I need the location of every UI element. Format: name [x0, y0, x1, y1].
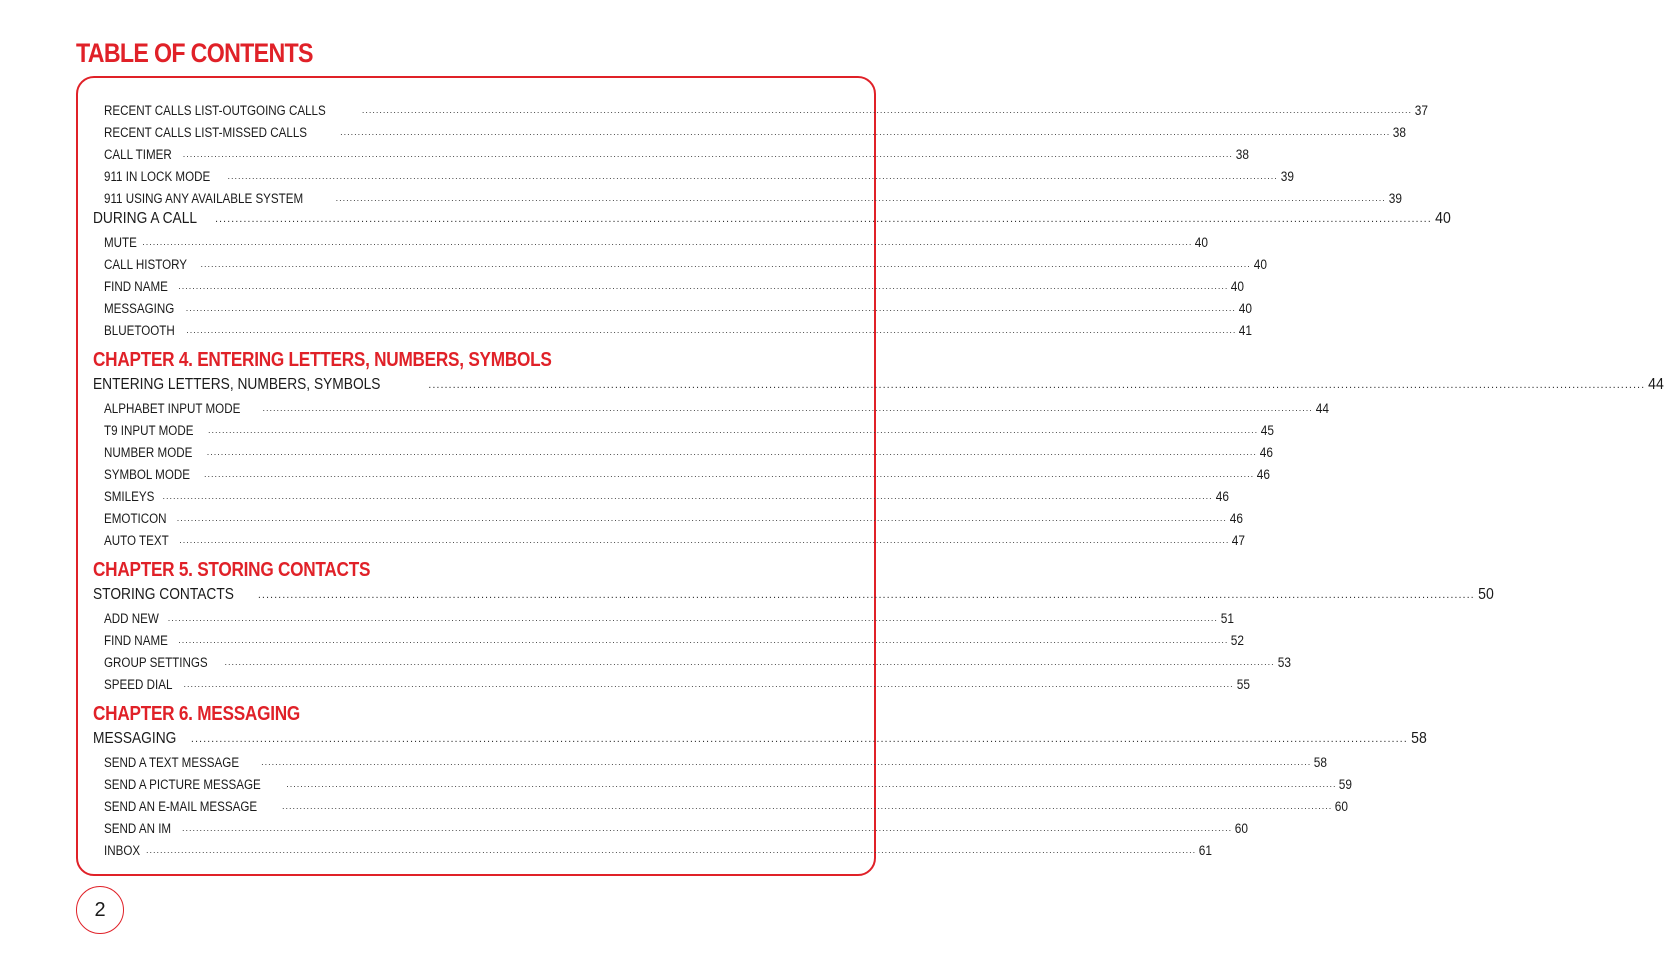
- toc-entry-label: RECENT CALLS LIST-OUTGOING CALLS: [104, 103, 326, 118]
- chapter-heading[interactable]: [93, 346, 829, 372]
- dot-leader: ............................................................................................................................................................................................................................................................................................................: [142, 237, 1193, 247]
- toc-entry-page: 37: [1414, 103, 1429, 118]
- page-title: TABLE OF CONTENTS: [76, 38, 313, 68]
- toc-entry-label: STORING CONTACTS: [93, 586, 234, 603]
- toc-entry[interactable]: [93, 526, 1246, 548]
- toc-entry[interactable]: [93, 792, 1349, 814]
- toc-entry[interactable]: [93, 96, 1429, 118]
- toc-entry-page: 39: [1280, 169, 1294, 184]
- toc-entry-page: 58: [1410, 730, 1427, 747]
- toc-entry-page: 39: [1388, 191, 1402, 206]
- toc-entry-label: GROUP SETTINGS: [104, 655, 208, 670]
- dot-leader: ............................................................................................................................................................................................................................................................................................................: [200, 259, 1251, 269]
- toc-entry-label: FIND NAME: [104, 633, 168, 648]
- toc-entry-page: 46: [1215, 489, 1229, 504]
- toc-entry-page: 55: [1236, 677, 1250, 692]
- dot-leader: ............................................................................................................................................................................................................................................................................................................: [286, 779, 1337, 789]
- toc-entry[interactable]: [93, 184, 1402, 206]
- dot-leader: ............................................................................................................................................................................................................................................................................................................: [204, 469, 1255, 479]
- toc-entry-page: 38: [1235, 147, 1249, 162]
- dot-leader: ............................................................................................................................................................................................................................................................................................................: [167, 613, 1218, 623]
- toc-entry[interactable]: [93, 604, 1234, 626]
- toc-entry[interactable]: [93, 482, 1229, 504]
- dot-leader: ............................................................................................................................................................................................................................................................................................................: [206, 447, 1257, 457]
- dot-leader: ............................................................................................................................................................................................................................................................................................................: [183, 679, 1234, 689]
- toc-entry-page: 46: [1259, 445, 1273, 460]
- toc-entry-label: CALL HISTORY: [104, 257, 188, 272]
- toc-entry-label: CALL TIMER: [104, 147, 172, 162]
- toc-entry-label: ALPHABET INPUT MODE: [104, 401, 241, 416]
- dot-leader: ............................................................................................................................................................................................................................................................................................................: [178, 281, 1229, 291]
- dot-leader: ............................................................................................................................................................................................................................................................................................................: [162, 491, 1213, 501]
- toc-entry-label: DURING A CALL: [93, 210, 198, 227]
- toc-section-entry[interactable]: [93, 206, 1451, 228]
- toc-entry-page: 40: [1231, 279, 1245, 294]
- toc-entry-page: 60: [1234, 821, 1249, 836]
- toc-entry-page: 46: [1229, 511, 1243, 526]
- dot-leader: ............................................................................................................................................................................................................................................................................................................: [340, 127, 1391, 137]
- toc-entry-page: 52: [1231, 633, 1245, 648]
- toc-entry[interactable]: [93, 626, 1245, 648]
- dot-leader: ............................................................................................................................................................................................................................................................................................................: [178, 635, 1229, 645]
- dot-leader: ............................................................................................................................................................................................................................................................................................................: [179, 535, 1230, 545]
- toc-entry-label: RECENT CALLS LIST-MISSED CALLS: [104, 125, 308, 140]
- toc-entry[interactable]: [93, 250, 1267, 272]
- dot-leader: ............................................................................................................................................................................................................................................................................................................: [186, 325, 1237, 335]
- toc-entry[interactable]: [93, 648, 1291, 670]
- toc-entry-page: 59: [1339, 777, 1353, 792]
- toc-entry-page: 44: [1648, 376, 1664, 393]
- toc-entry[interactable]: [93, 118, 1407, 140]
- toc-entry-page: 40: [1253, 257, 1267, 272]
- toc-entry[interactable]: [93, 272, 1245, 294]
- toc-entry-label: 911 USING ANY AVAILABLE SYSTEM: [104, 191, 304, 206]
- toc-entry-label: SEND AN IM: [104, 821, 172, 836]
- dot-leader: ............................................................................................................................................................................................................................................................................................................: [262, 403, 1313, 413]
- toc-entry-label: EMOTICON: [104, 511, 167, 526]
- dot-leader: ............................................................................................................................................................................................................................................................................................................: [190, 733, 1408, 745]
- toc-entry[interactable]: [93, 814, 1249, 836]
- toc-section-entry[interactable]: [93, 582, 1494, 604]
- toc-entry-page: 44: [1315, 401, 1329, 416]
- toc-entry-label: BLUETOOTH: [104, 323, 175, 338]
- dot-leader: ............................................................................................................................................................................................................................................................................................................: [208, 425, 1259, 435]
- toc-entry-page: 47: [1232, 533, 1246, 548]
- dot-leader: ............................................................................................................................................................................................................................................................................................................: [261, 757, 1312, 767]
- toc-entry-page: 46: [1256, 467, 1271, 482]
- chapter-heading-label: CHAPTER 4. ENTERING LETTERS, NUMBERS, SYMBOLS: [93, 349, 552, 371]
- chapter-heading-label: CHAPTER 5. STORING CONTACTS: [93, 559, 371, 581]
- toc-entry-page: 51: [1220, 611, 1234, 626]
- toc-entry-page: 40: [1434, 210, 1451, 227]
- toc-entry-label: INBOX: [104, 843, 141, 858]
- toc-entry-label: MESSAGING: [93, 730, 177, 747]
- dot-leader: ............................................................................................................................................................................................................................................................................................................: [282, 801, 1333, 811]
- toc-entry-page: 53: [1277, 655, 1291, 670]
- toc-entry-page: 38: [1393, 125, 1407, 140]
- page-number-badge: [76, 886, 124, 934]
- toc-entry[interactable]: [93, 748, 1328, 770]
- page-number: 2: [94, 898, 106, 921]
- toc-entry[interactable]: [93, 416, 1275, 438]
- toc-entry[interactable]: [93, 140, 1249, 162]
- dot-leader: ............................................................................................................................................................................................................................................................................................................: [146, 845, 1197, 855]
- toc-entry-label: ENTERING LETTERS, NUMBERS, SYMBOLS: [93, 376, 381, 393]
- dot-leader: ............................................................................................................................................................................................................................................................................................................: [224, 657, 1275, 667]
- toc-entry[interactable]: [93, 460, 1271, 482]
- toc-section-entry[interactable]: [93, 726, 1427, 748]
- dot-leader: ............................................................................................................................................................................................................................................................................................................: [335, 193, 1386, 203]
- toc-entry[interactable]: [93, 770, 1353, 792]
- toc-entry-label: T9 INPUT MODE: [104, 423, 194, 438]
- dot-leader: ............................................................................................................................................................................................................................................................................................................: [361, 105, 1412, 115]
- toc-entry-label: SMILEYS: [104, 489, 155, 504]
- dot-leader: ............................................................................................................................................................................................................................................................................................................: [176, 513, 1227, 523]
- toc-entry-page: 60: [1335, 799, 1349, 814]
- dot-leader: ............................................................................................................................................................................................................................................................................................................: [257, 589, 1475, 601]
- toc-entry-label: SPEED DIAL: [104, 677, 173, 692]
- dot-leader: ............................................................................................................................................................................................................................................................................................................: [227, 171, 1278, 181]
- toc-list: [93, 96, 1664, 858]
- toc-section-entry[interactable]: [93, 372, 1664, 394]
- toc-entry-label: SEND A TEXT MESSAGE: [104, 755, 240, 770]
- toc-entry-label: NUMBER MODE: [104, 445, 193, 460]
- toc-entry-label: SYMBOL MODE: [104, 467, 191, 482]
- chapter-heading[interactable]: [93, 556, 829, 582]
- chapter-heading[interactable]: [93, 700, 829, 726]
- toc-entry[interactable]: [93, 294, 1252, 316]
- dot-leader: ............................................................................................................................................................................................................................................................................................................: [182, 149, 1233, 159]
- toc-entry[interactable]: [93, 394, 1329, 416]
- dot-leader: ............................................................................................................................................................................................................................................................................................................: [428, 379, 1646, 391]
- toc-entry-page: 61: [1198, 843, 1213, 858]
- dot-leader: ............................................................................................................................................................................................................................................................................................................: [214, 213, 1432, 225]
- dot-leader: ............................................................................................................................................................................................................................................................................................................: [185, 303, 1236, 313]
- toc-entry-label: ADD NEW: [104, 611, 159, 626]
- toc-entry-label: SEND A PICTURE MESSAGE: [104, 777, 261, 792]
- toc-entry-page: 45: [1260, 423, 1275, 438]
- toc-entry-page: 50: [1477, 586, 1494, 603]
- toc-entry[interactable]: [93, 316, 1253, 338]
- toc-entry-label: SEND AN E-MAIL MESSAGE: [104, 799, 258, 814]
- toc-entry[interactable]: [93, 836, 1213, 858]
- toc-entry-label: 911 IN LOCK MODE: [104, 169, 211, 184]
- toc-entry-label: MESSAGING: [104, 301, 175, 316]
- toc-entry-label: FIND NAME: [104, 279, 168, 294]
- toc-entry[interactable]: [93, 670, 1250, 692]
- toc-entry-page: 41: [1239, 323, 1253, 338]
- toc-entry-page: 40: [1195, 235, 1209, 250]
- toc-entry-page: 58: [1314, 755, 1328, 770]
- toc-entry[interactable]: [93, 504, 1243, 526]
- toc-entry[interactable]: [93, 162, 1294, 184]
- dot-leader: ............................................................................................................................................................................................................................................................................................................: [182, 823, 1233, 833]
- toc-entry-page: 40: [1238, 301, 1252, 316]
- chapter-heading-label: CHAPTER 6. MESSAGING: [93, 703, 301, 725]
- toc-entry[interactable]: [93, 438, 1273, 460]
- toc-entry-label: AUTO TEXT: [104, 533, 169, 548]
- toc-entry[interactable]: [93, 228, 1209, 250]
- toc-entry-label: MUTE: [104, 235, 137, 250]
